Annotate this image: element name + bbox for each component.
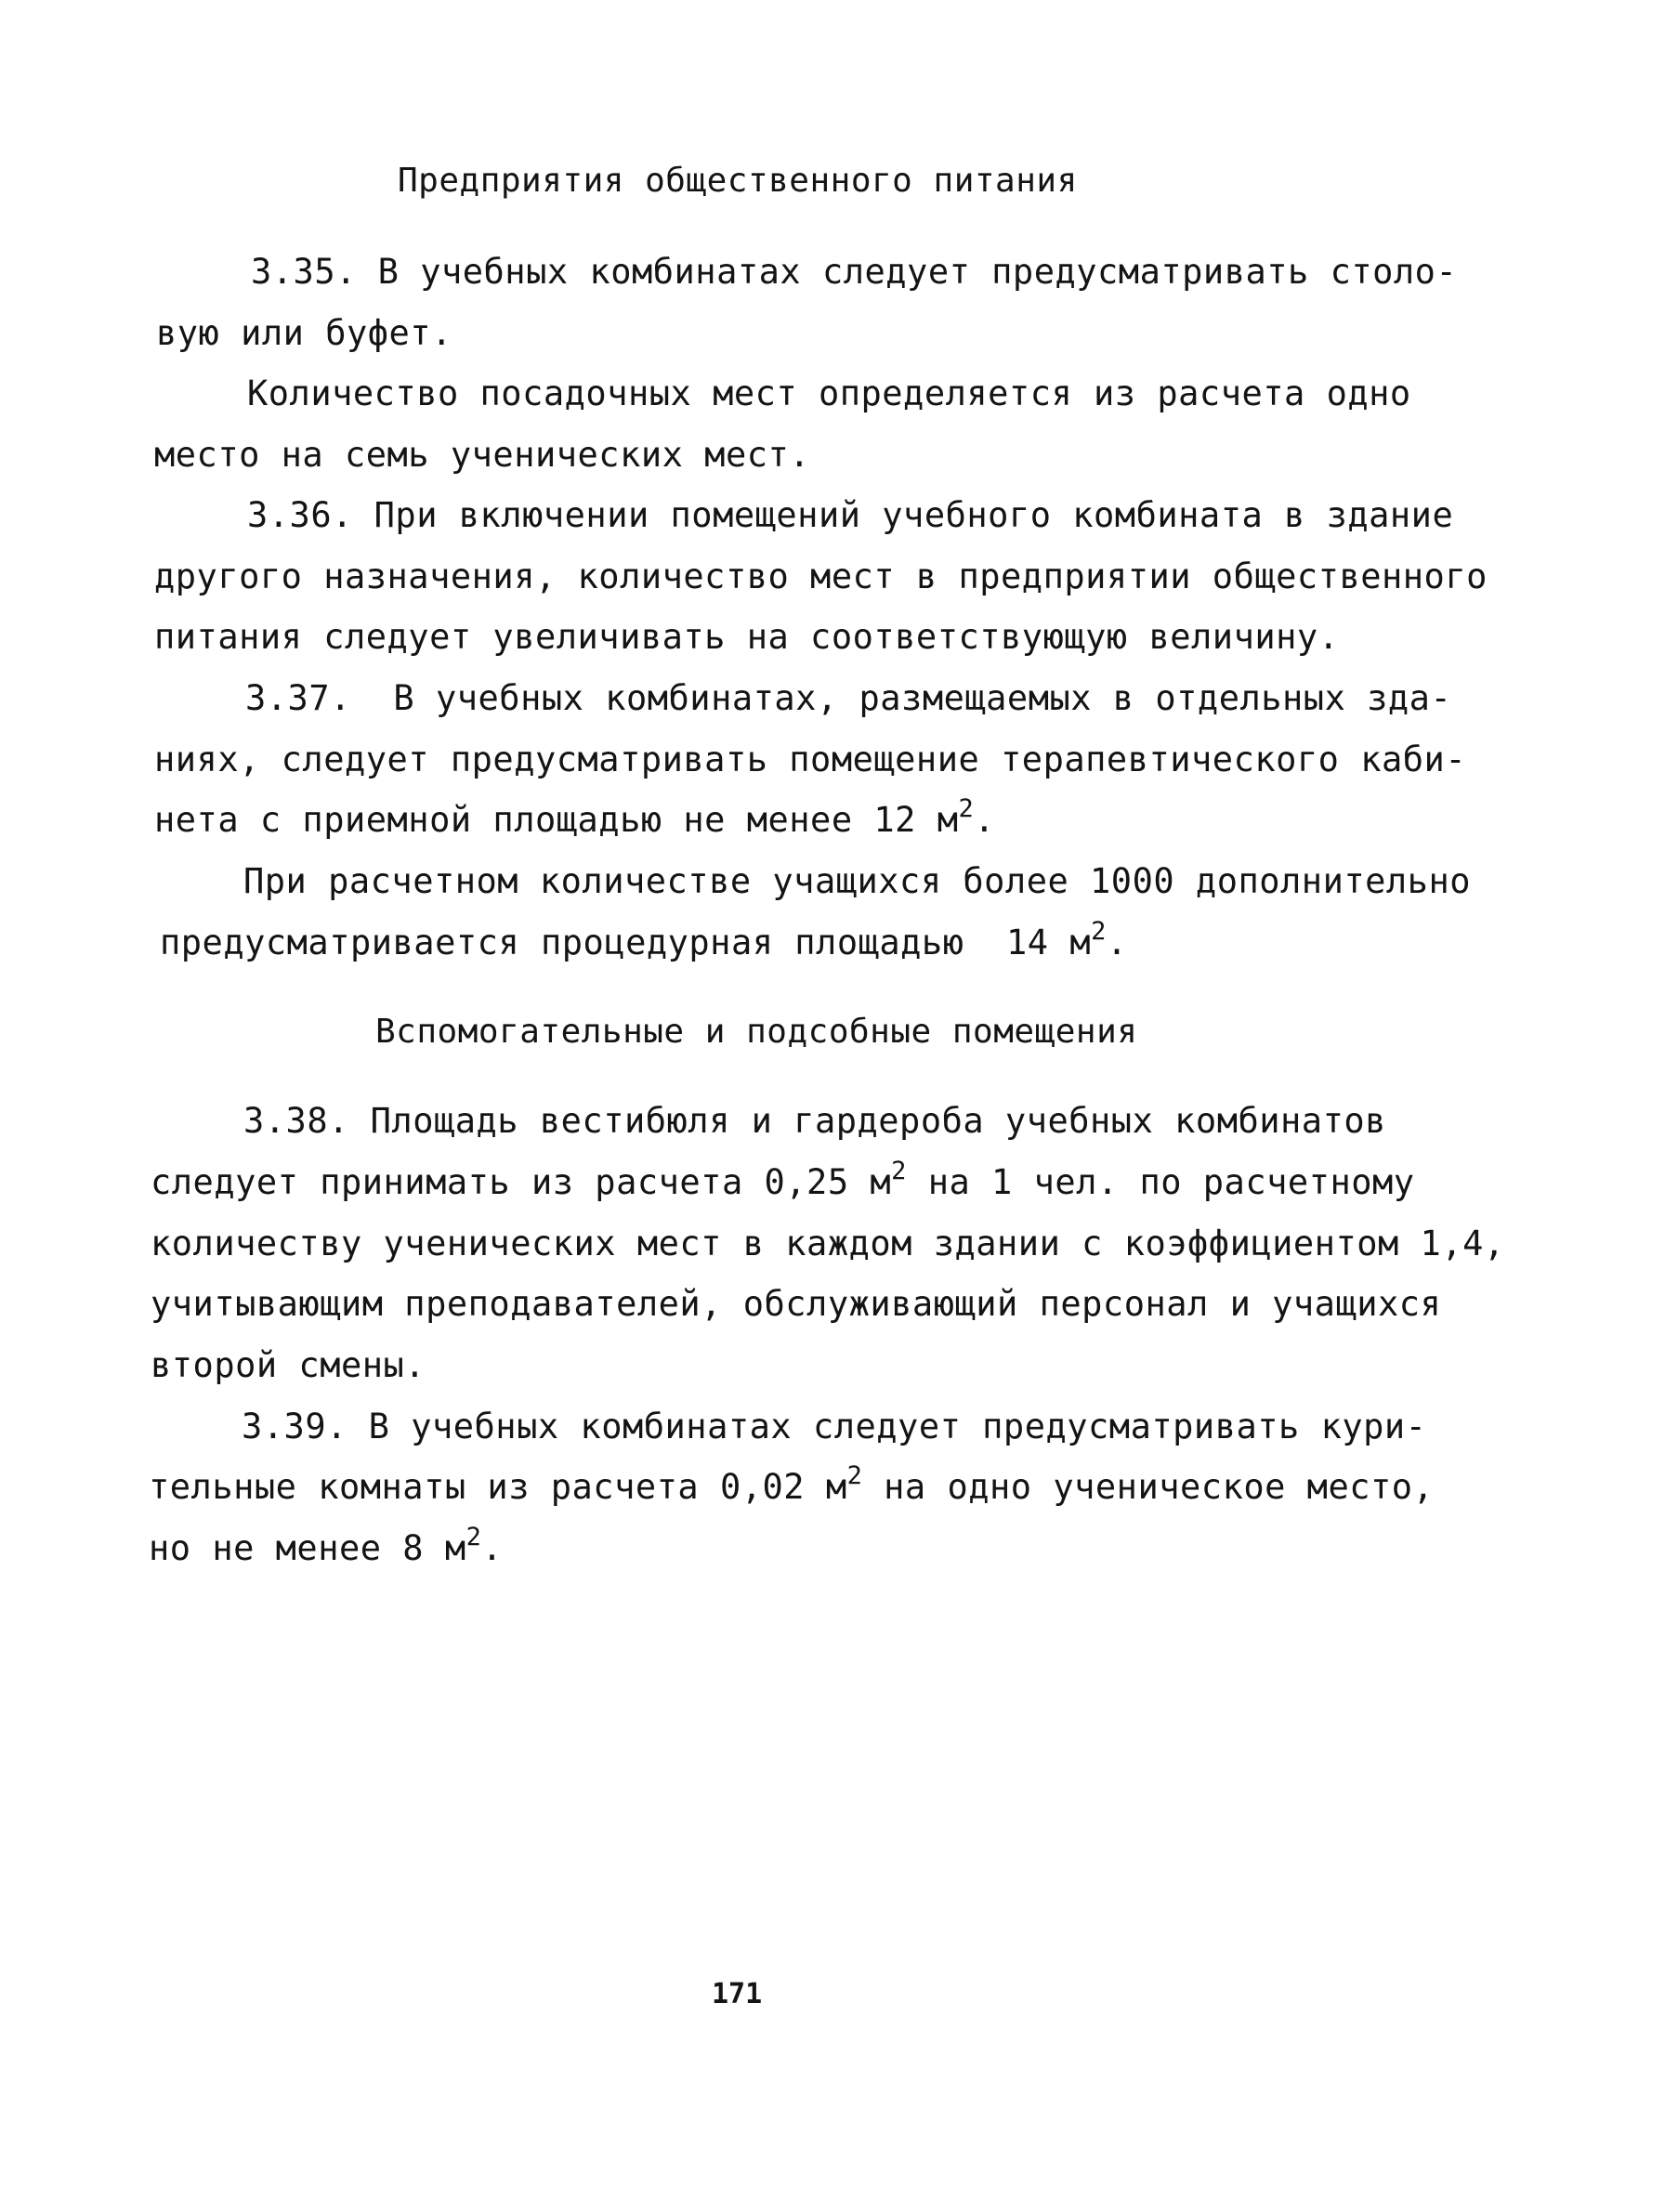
line-text: на 1 чел. по расчетному bbox=[906, 1162, 1415, 1202]
paragraph-line: Количество посадочных мест определяется из расчета одно bbox=[247, 373, 1411, 413]
line-text: но не менее 8 м bbox=[149, 1528, 466, 1568]
paragraph-line: 3.37. В учебных комбинатах, размещаемых в отдельных зда- bbox=[245, 678, 1452, 718]
paragraph-line: количеству ученических мест в каждом здании с коэффициентом 1,4, bbox=[151, 1224, 1505, 1263]
paragraph-line: ниях, следует предусматривать помещение терапевтического каби- bbox=[154, 740, 1467, 779]
line-text: следует принимать из расчета 0,25 м bbox=[151, 1162, 892, 1202]
paragraph-line: При расчетном количестве учащихся более 1000 дополнительно bbox=[243, 861, 1472, 901]
line-text: . bbox=[1106, 923, 1128, 962]
superscript-two: 2 bbox=[1091, 917, 1107, 946]
superscript-two: 2 bbox=[465, 1523, 482, 1551]
line-text: предусматривается процедурная площадью 14 м bbox=[160, 923, 1092, 962]
paragraph-line: учитывающим преподавателей, обслуживающий персонал и учащихся bbox=[151, 1284, 1442, 1324]
paragraph-line: вую или буфет. bbox=[156, 313, 452, 353]
paragraph-line bbox=[154, 794, 996, 842]
line-text: нета с приемной площадью не менее 12 м bbox=[154, 800, 959, 840]
section-heading-catering: Предприятия общественного питания bbox=[398, 162, 1078, 200]
superscript-two: 2 bbox=[846, 1461, 863, 1490]
paragraph-line: 3.38. Площадь вестибюля и гардероба учебных комбинатов bbox=[243, 1101, 1386, 1141]
paragraph-line bbox=[149, 1523, 504, 1570]
page-number: 171 bbox=[712, 1978, 763, 2010]
superscript-two: 2 bbox=[958, 794, 975, 823]
paragraph-line: второй смены. bbox=[151, 1345, 426, 1385]
paragraph-line bbox=[151, 1157, 1415, 1204]
paragraph-line: 3.39. В учебных комбинатах следует предусматривать кури- bbox=[242, 1407, 1427, 1446]
paragraph-line: место на семь ученических мест. bbox=[154, 435, 811, 475]
paragraph-line: другого назначения, количество мест в предприятии общественного bbox=[154, 556, 1488, 596]
line-text: на одно ученическое место, bbox=[862, 1467, 1435, 1507]
paragraph-line bbox=[160, 917, 1128, 964]
superscript-two: 2 bbox=[891, 1157, 907, 1185]
line-text: тельные комнаты из расчета 0,02 м bbox=[149, 1467, 847, 1507]
paragraph-line bbox=[149, 1461, 1435, 1509]
line-text: . bbox=[974, 800, 996, 840]
line-text: . bbox=[481, 1528, 504, 1568]
paragraph-line: питания следует увеличивать на соответствующую величину. bbox=[154, 617, 1340, 657]
section-heading-auxiliary: Вспомогательные и подсобные помещения bbox=[375, 1013, 1138, 1051]
paragraph-line: 3.35. В учебных комбинатах следует предусматривать столо- bbox=[251, 252, 1458, 292]
paragraph-line: 3.36. При включении помещений учебного комбината в здание bbox=[247, 495, 1454, 535]
